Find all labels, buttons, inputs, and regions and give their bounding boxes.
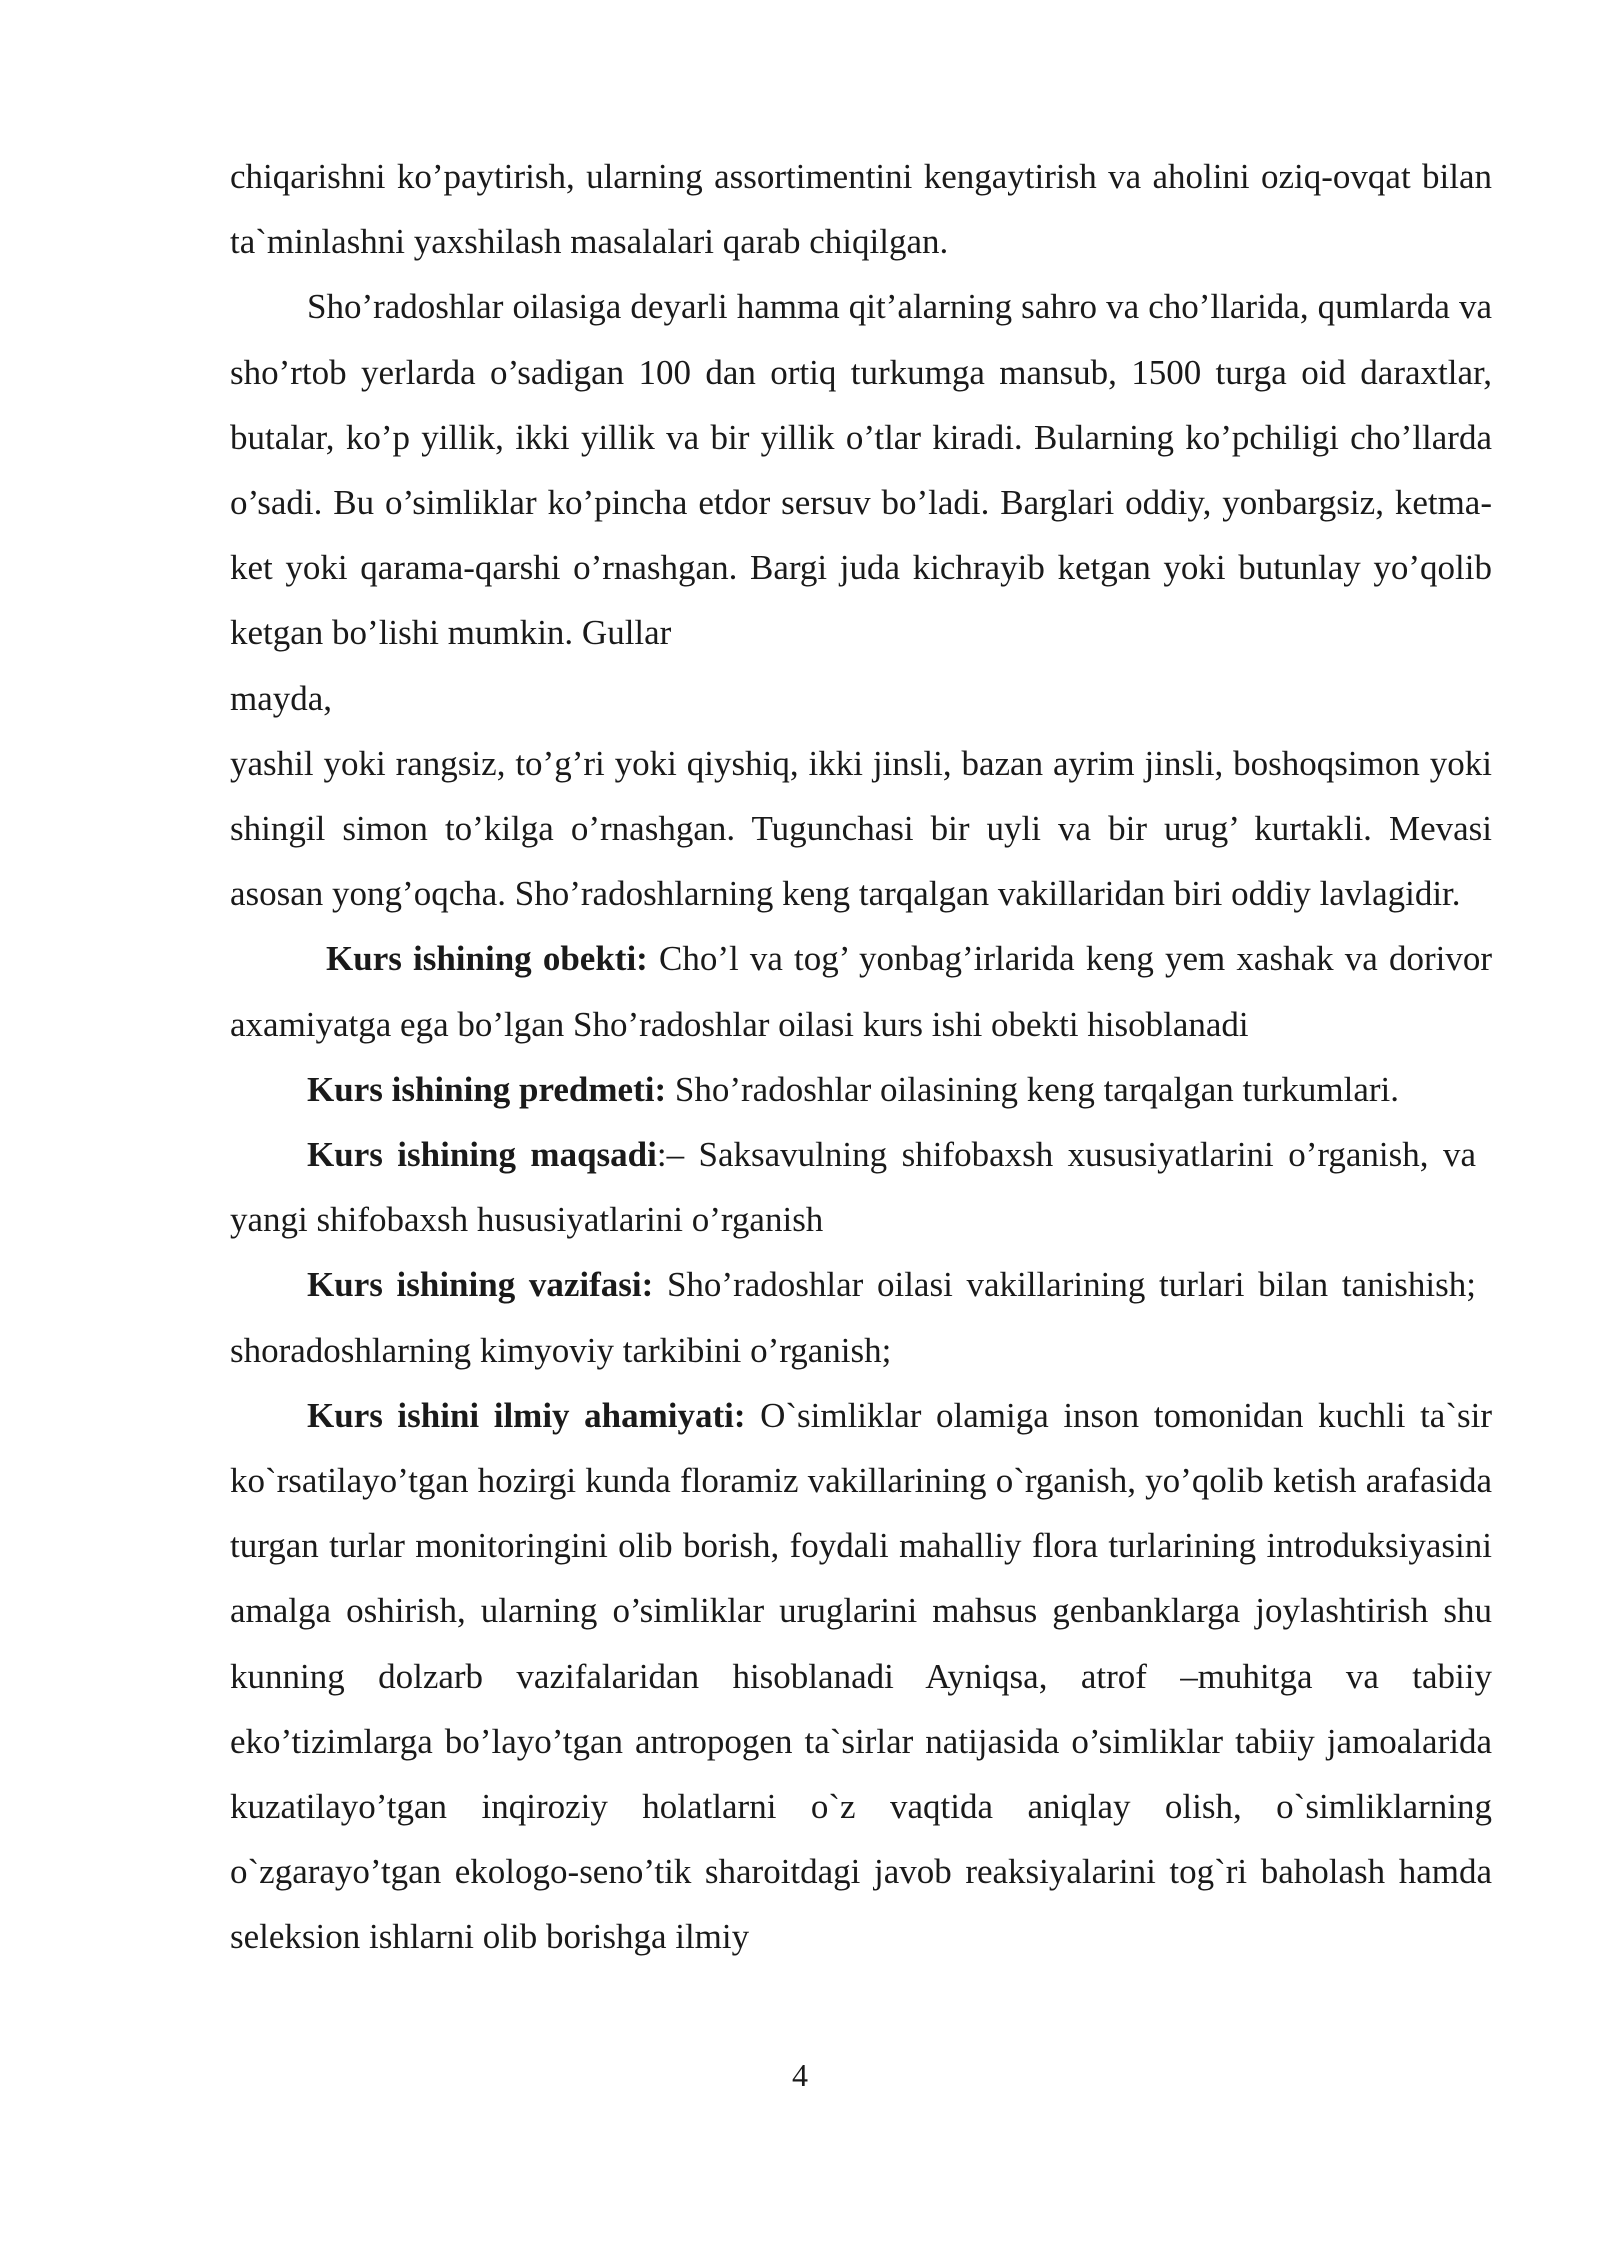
paragraph-vazifasi bbox=[230, 1252, 1492, 1382]
paragraph-predmeti bbox=[230, 1057, 1492, 1122]
obekti-label: Kurs ishining obekti: bbox=[326, 939, 648, 979]
page-number: 4 bbox=[792, 2057, 808, 2093]
paragraph-ahamiyati bbox=[230, 1383, 1492, 1970]
paragraph-fragment: mayda, bbox=[230, 678, 333, 718]
body-text bbox=[230, 144, 1492, 1970]
paragraph-maqsadi bbox=[230, 1122, 1492, 1252]
maqsadi-label: Kurs ishining maqsadi bbox=[307, 1135, 657, 1175]
paragraph-intro: chiqarishni ko’paytirish, ularning assortimentini kengaytirish va aholini oziq-ovqat bilan ta`minlashni yaxshilash masalalari qarab chiqilgan. bbox=[230, 157, 1492, 262]
paragraph-flowers: yashil yoki rangsiz, to’g’ri yoki qiyshiq, ikki jinsli, bazan ayrim jinsli, boshoqsimon yoki shingil simon to’kilga o’rnashgan. Tugunchasi bir uyli va bir urug’ kurtakli. Mevasi asosan yong’oqcha. Sho’radoshlarning keng tarqalgan vakillaridan biri oddiy lavlagidir. bbox=[230, 743, 1492, 914]
predmeti-label: Kurs ishining predmeti: bbox=[307, 1069, 667, 1109]
predmeti-text: Sho’radoshlar oilasining keng tarqalgan turkumlari. bbox=[666, 1069, 1400, 1109]
ahamiyati-label: Kurs ishini ilmiy ahamiyati: bbox=[307, 1395, 746, 1435]
obekti-text: Cho’l va tog’ yonbag’irlarida keng yem xashak va dorivor axamiyatga ega bo’lgan Sho’radoshlar oilasi kurs ishi obekti hisoblanadi bbox=[230, 939, 1492, 1044]
vazifasi-text: Sho’radoshlar oilasi vakillarining turlari bilan tanishish; shoradoshlarning kimyoviy tarkibini o’rganish; bbox=[230, 1265, 1476, 1370]
ahamiyati-text: O`simliklar olamiga inson tomonidan kuchli ta`sir ko`rsatilayo’tgan hozirgi kunda floramiz vakillarining o`rganish, yo’qolib ketish arafasida turgan turlar monitoringini olib borish, foydali mahalliy flora turlarining introduksiyasini amalga oshirish, ularning o’simliklar uruglarini mahsus genbanklarga joylashtirish shu kunning dolzarb vazifalaridan hisoblanadi Ayniqsa, atrof –muhitga va tabiiy eko’tizimlarga bo’layo’tgan antropogen ta`sirlar natijasida o’simliklar tabiiy jamoalarida kuzatilayo’tgan inqiroziy holatlarni o`z vaqtida aniqlay olish, o`simliklarning o`zgarayo’tgan ekologo-seno’tik sharoitdagi javob reaksiyalarini tog`ri baholash hamda seleksion ishlarni olib borishga ilmiy bbox=[230, 1395, 1492, 1957]
paragraph-obekti bbox=[230, 926, 1492, 1056]
maqsadi-text: :– Saksavulning shifobaxsh xususiyatlarini o’rganish, va yangi shifobaxsh hususiyatlarini o’rganish bbox=[230, 1135, 1476, 1240]
paragraph-family-description: Sho’radoshlar oilasiga deyarli hamma qit’alarning sahro va cho’llarida, qumlarda va sho’rtob yerlarda o’sadigan 100 dan ortiq turkumga mansub, 1500 turga oid daraxtlar, butalar, ko’p yillik, ikki yillik va bir yillik o’tlar kiradi. Bularning ko’pchiligi cho’llarda o’sadi. Bu o’simliklar ko’pincha etdor sersuv bo’ladi. Barglari oddiy, yonbargsiz, ketma-ket yoki qarama-qarshi o’rnashgan. Bargi juda kichrayib ketgan yoki butunlay yo’qolib ketgan bo’lishi mumkin. Gullar bbox=[230, 287, 1492, 653]
vazifasi-label: Kurs ishining vazifasi: bbox=[307, 1265, 654, 1305]
